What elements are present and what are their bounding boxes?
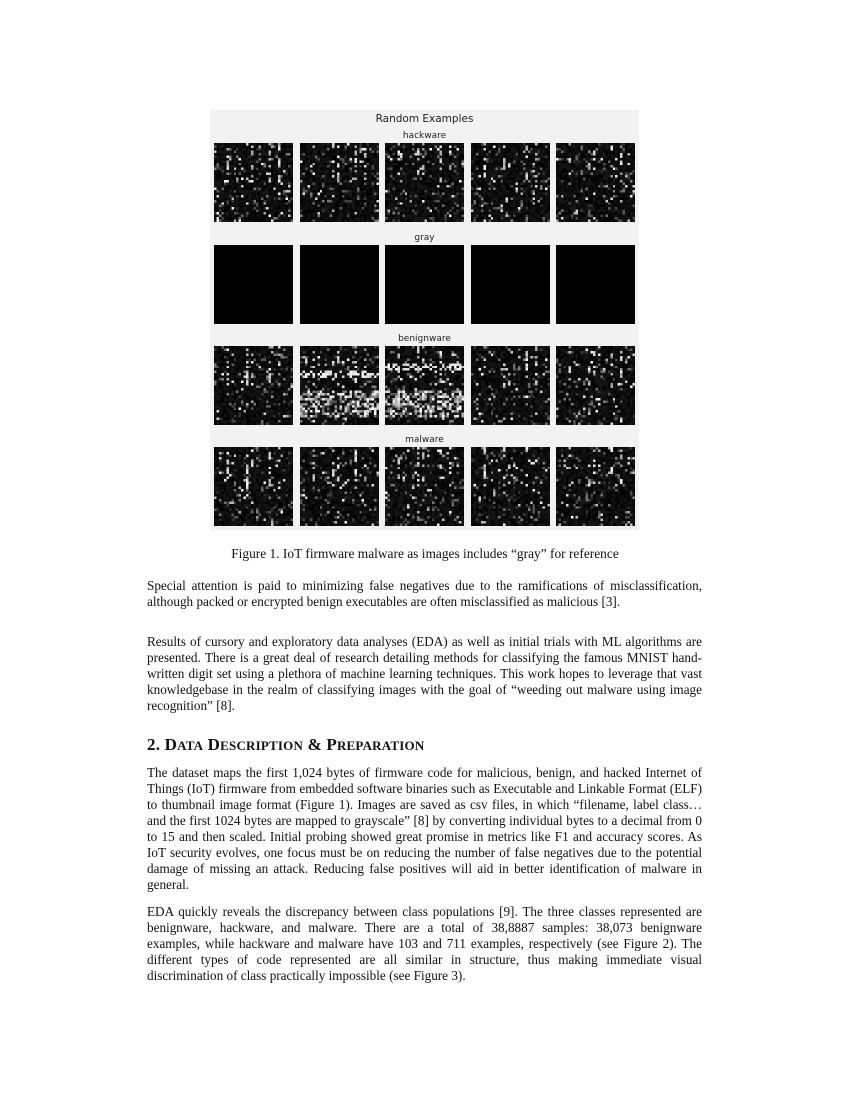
heading-word-preparation: PREPARATION	[326, 735, 425, 754]
image-tile	[556, 447, 635, 526]
image-tile	[300, 447, 379, 526]
image-tile	[471, 346, 550, 425]
heading-ampersand: &	[307, 735, 322, 754]
heading-word-description: DESCRIPTION	[207, 735, 304, 754]
image-tile	[385, 346, 464, 425]
image-tile	[385, 447, 464, 526]
image-tile	[214, 447, 293, 526]
figure-title: Random Examples	[375, 113, 474, 125]
image-tile	[300, 143, 379, 222]
image-tile	[214, 245, 293, 324]
section-heading-data-description	[147, 735, 424, 755]
image-tile	[214, 346, 293, 425]
image-tile	[385, 245, 464, 324]
tile-row-gray	[214, 245, 635, 324]
paragraph-false-negatives: Special attention is paid to minimizing false negatives due to the ramifications of misclassification, although packed or encrypted benign executables are often misclassified as malicious [3].	[147, 578, 702, 609]
figure-random-examples	[210, 110, 639, 530]
tile-row-malware	[214, 447, 635, 526]
row-label-gray: gray	[414, 233, 435, 243]
image-tile	[556, 346, 635, 425]
image-tile	[471, 447, 550, 526]
row-label-benignware: benignware	[398, 334, 451, 344]
image-tile	[300, 245, 379, 324]
row-label-hackware: hackware	[402, 131, 447, 141]
image-tile	[300, 346, 379, 425]
image-tile	[556, 245, 635, 324]
tile-row-benignware	[214, 346, 635, 425]
image-tile	[471, 245, 550, 324]
image-tile	[385, 143, 464, 222]
tile-row-hackware	[214, 143, 635, 222]
figure-caption: Figure 1. IoT firmware malware as images includes “gray” for reference	[231, 546, 619, 561]
heading-word-data: DATA	[164, 735, 204, 754]
paragraph-class-discrepancy: EDA quickly reveals the discrepancy between class populations [9]. The three classes represented are benignware, hackware, and malware. There are a total of 38,8887 samples: 38,073 benignware examples, while hackware and malware have 103 and 711 examples, respectively (see Figure 2). The different types of code represented are all similar in structure, thus making immediate visual discrimination of class practically impossible (see Figure 3).	[147, 904, 702, 983]
image-tile	[214, 143, 293, 222]
paragraph-dataset-mapping: The dataset maps the first 1,024 bytes of firmware code for malicious, benign, and hacked Internet of Things (IoT) firmware from embedded software binaries such as Executable and Linkable Format (ELF) to thumbnail image format (Figure 1). Images are saved as csv files, in which “filename, label class… and the first 1024 bytes are mapped to grayscale” [8] by converting individual bytes to a decimal from 0 to 15 and then scaled. Initial probing showed great promise in metrics like F1 and accuracy scores. As IoT security evolves, one focus must be on reducing the number of false negatives due to the potential damage of missing an attack. Reducing false positives will aid in better identification of malware in general.	[147, 765, 702, 892]
row-label-malware: malware	[405, 435, 444, 445]
image-tile	[556, 143, 635, 222]
paragraph-eda-results: Results of cursory and exploratory data analyses (EDA) as well as initial trials with ML algorithms are presented. There is a great deal of research detailing methods for classifying the famous MNIST hand-written digit set using a plethora of machine learning techniques. This work hopes to leverage that vast knowledgebase in the realm of classifying images with the goal of “weeding out malware using image recognition” [8].	[147, 634, 702, 713]
image-tile	[471, 143, 550, 222]
section-number: 2.	[147, 735, 161, 754]
